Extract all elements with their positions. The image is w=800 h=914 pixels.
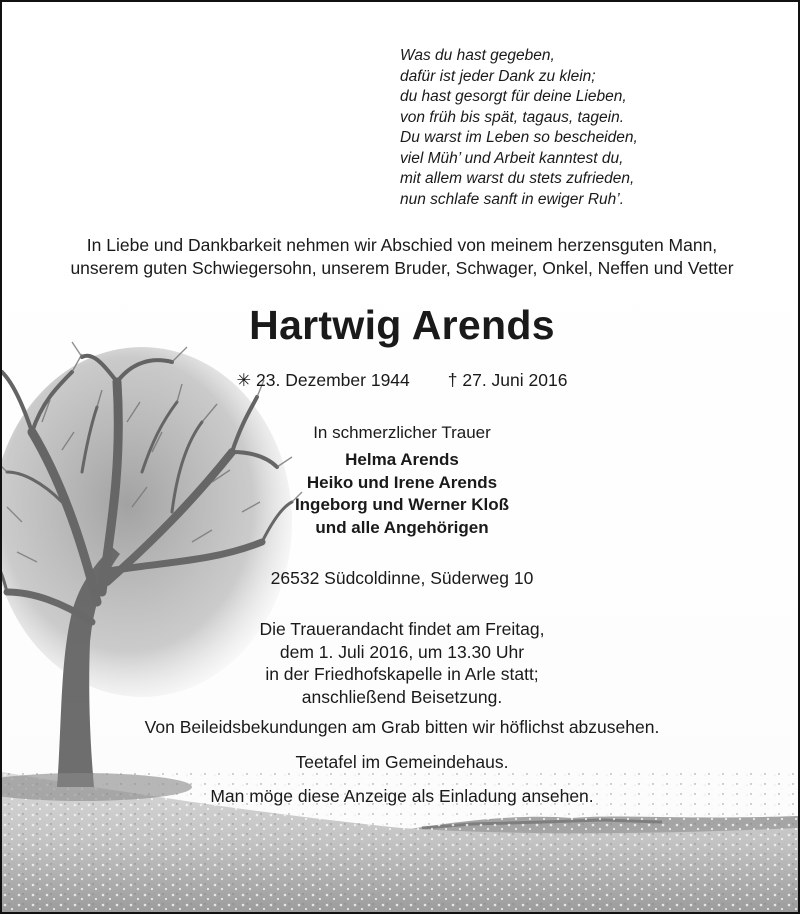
mourning-label: In schmerzlicher Trauer (313, 423, 491, 442)
poem-line: du hast gesorgt für deine Lieben, (400, 88, 627, 105)
death-date: † 27. Juni 2016 (447, 370, 568, 390)
mourner-name: Ingeborg und Werner Kloß (294, 495, 510, 514)
intro-line: unserem guten Schwiegersohn, unserem Bruder, Schwager, Onkel, Neffen und Vetter (70, 258, 734, 278)
poem-line: viel Müh’ und Arbeit kanntest du, (400, 149, 624, 167)
poem-line: nun schlafe sanft in ewiger Ruh’. (400, 190, 625, 208)
poem (400, 46, 740, 210)
mourner-name: und alle Angehörigen (315, 517, 489, 537)
poem-line: Du warst im Leben so bescheiden, (400, 129, 638, 146)
poem-line: mit allem warst du stets zufrieden, (400, 170, 635, 187)
mourner-name: Helma Arends (345, 450, 459, 469)
service-line: in der Friedhofskapelle in Arle statt; (265, 664, 539, 684)
mourners-list (2, 449, 800, 539)
deceased-name: Hartwig Arends (249, 302, 555, 348)
birth-date: ✳ 23. Dezember 1944 (236, 370, 410, 390)
condolence-note: Von Beileidsbekundungen am Grab bitten wir höflichst abzusehen. (144, 717, 660, 737)
invitation-note: Man möge diese Anzeige als Einladung ansehen. (210, 786, 594, 806)
service-line: Die Trauerandacht findet am Freitag, (259, 619, 545, 639)
tea-note: Teetafel im Gemeindehaus. (295, 752, 509, 772)
life-dates (2, 370, 800, 391)
family-address: 26532 Südcoldinne, Süderweg 10 (270, 568, 534, 588)
mourner-name: Heiko und Irene Arends (306, 472, 498, 492)
poem-line: Was du hast gegeben, (400, 47, 555, 64)
service-info (2, 618, 800, 708)
poem-line: von früh bis spät, tagaus, tagein. (400, 108, 625, 126)
farewell-intro (2, 234, 800, 280)
service-line: dem 1. Juli 2016, um 13.30 Uhr (279, 641, 525, 662)
intro-line: In Liebe und Dankbarkeit nehmen wir Abschied von meinem herzensguten Mann, (86, 235, 718, 255)
service-line: anschließend Beisetzung. (301, 686, 503, 707)
poem-line: dafür ist jeder Dank zu klein; (400, 67, 596, 85)
